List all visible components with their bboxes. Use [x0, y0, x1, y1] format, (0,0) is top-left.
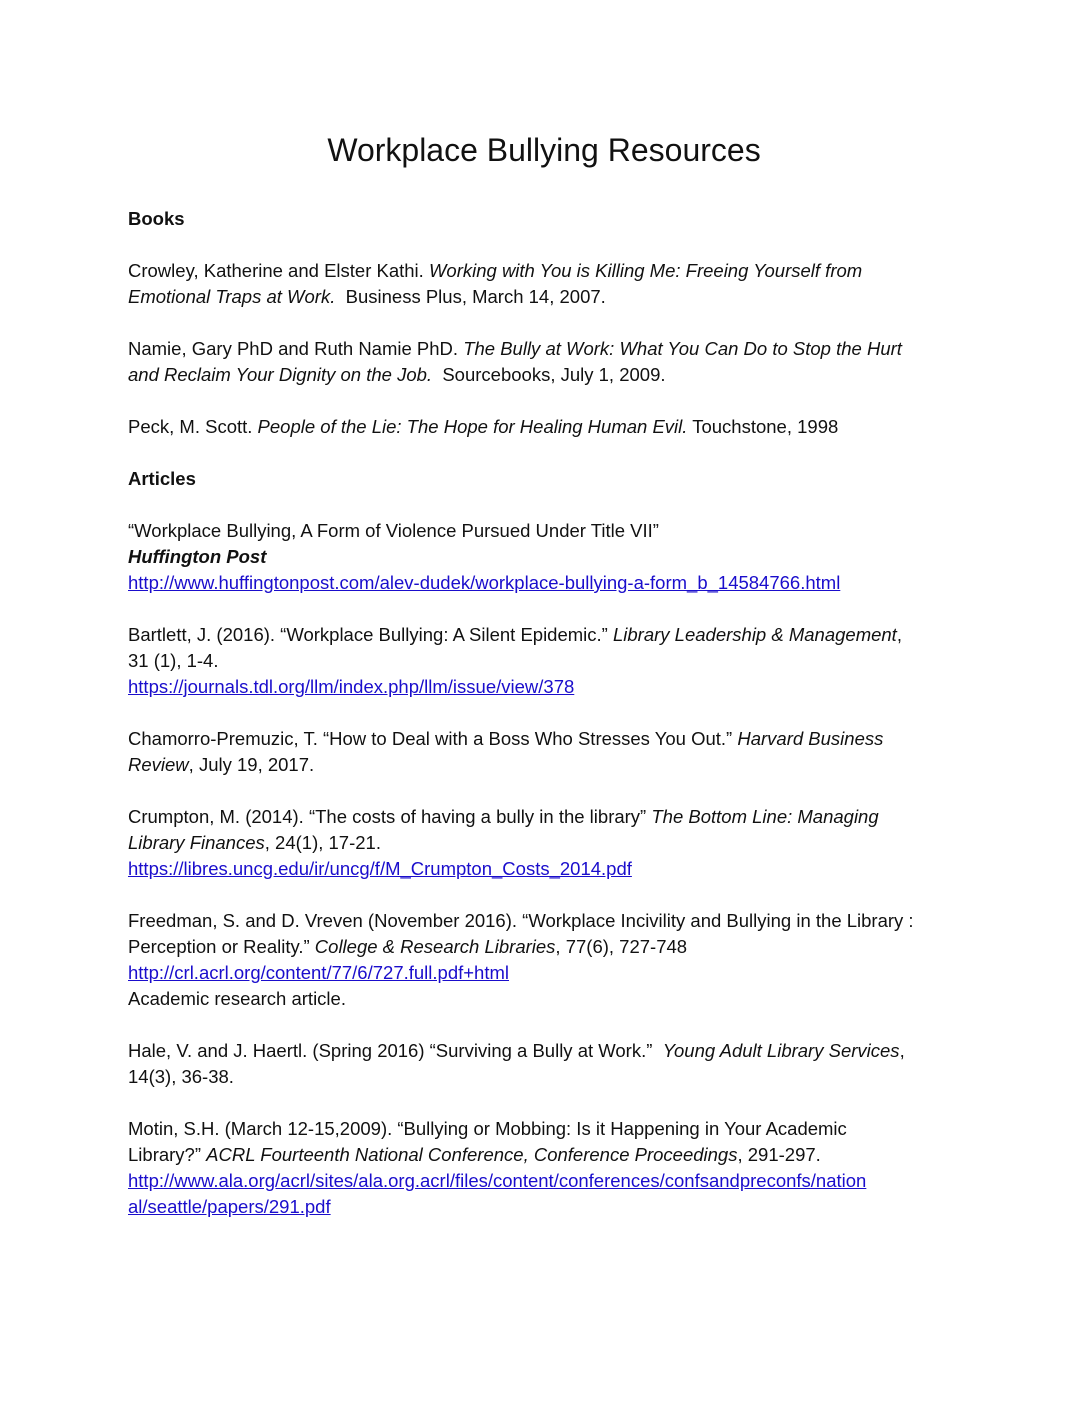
book-entry: [128, 414, 978, 440]
article-journal: Review: [128, 754, 189, 775]
book-authors: Crowley, Katherine and Elster Kathi.: [128, 260, 429, 281]
article-journal: Library Leadership & Management: [612, 624, 897, 645]
article-journal: College & Research Libraries: [314, 936, 556, 957]
book-publisher: Touchstone, 1998: [687, 416, 839, 437]
article-source: Huffington Post: [128, 546, 267, 567]
article-link[interactable]: https://libres.uncg.edu/ir/uncg/f/M_Crumpton_Costs_2014.pdf: [128, 858, 632, 879]
article-citation: Hale, V. and J. Haertl. (Spring 2016) “Surviving a Bully at Work.”: [128, 1040, 663, 1061]
article-citation: Perception or Reality.”: [128, 936, 315, 957]
article-volume: 14(3), 36-38.: [128, 1066, 234, 1087]
article-entry: Bartlett, J. (2016). “Workplace Bullying: A Silent Epidemic.” Library Leadership & Management, 31 (1), 1-4. https://journals.tdl.org/llm/index.php/llm/issue/view/378: [128, 622, 978, 700]
book-authors: Peck, M. Scott.: [128, 416, 258, 437]
article-citation: Crumpton, M. (2014). “The costs of having a bully in the library”: [128, 806, 652, 827]
document-body: [128, 206, 978, 1246]
article-entry: Motin, S.H. (March 12-15,2009). “Bullying or Mobbing: Is it Happening in Your Academic Library?” ACRL Fourteenth National Conference, Conference Proceedings, 291-297. http://www.ala.org/acrl/sites/ala.org.acrl/files/content/conferences/confsandpreconfs/nation al/seattle/papers/291.pdf: [128, 1116, 978, 1220]
article-citation: Freedman, S. and D. Vreven (November 2016). “Workplace Incivility and Bullying in the Library :: [128, 910, 914, 931]
article-citation: Motin, S.H. (March 12-15,2009). “Bullying or Mobbing: Is it Happening in Your Academic: [128, 1118, 847, 1139]
article-link[interactable]: http://www.ala.org/acrl/sites/ala.org.acrl/files/content/conferences/confsandpreconfs/nation al/seattle/papers/291.pdf: [128, 1170, 867, 1217]
book-title: Working with You is Killing Me: Freeing Yourself from: [428, 260, 863, 281]
article-entry: Hale, V. and J. Haertl. (Spring 2016) “Surviving a Bully at Work.” Young Adult Library Services, 14(3), 36-38.: [128, 1038, 978, 1090]
article-journal: Library Finances: [128, 832, 265, 853]
articles-heading: Articles: [128, 468, 196, 489]
article-entry: Crumpton, M. (2014). “The costs of having a bully in the library” The Bottom Line: Managing Library Finances, 24(1), 17-21. https://libres.uncg.edu/ir/uncg/f/M_Crumpton_Costs_2014.pdf: [128, 806, 879, 879]
article-entry: Freedman, S. and D. Vreven (November 2016). “Workplace Incivility and Bullying in the Library : Perception or Reality.” College & Research Libraries, 77(6), 727-748 http://crl.acrl.org/content/77/6/727.full.pdf+html Academic research article.: [128, 908, 978, 1012]
article-journal: The Bottom Line: Managing: [651, 806, 879, 827]
article-title: “Workplace Bullying, A Form of Violence Pursued Under Title VII”: [128, 520, 659, 541]
article-citation: Bartlett, J. (2016). “Workplace Bullying: A Silent Epidemic.”: [128, 624, 613, 645]
article-journal: ACRL Fourteenth National Conference, Conference Proceedings: [206, 1144, 738, 1165]
article-citation: Library?”: [128, 1144, 207, 1165]
book-entry: [128, 336, 978, 388]
article-note: Academic research article.: [128, 988, 346, 1009]
page-title: Workplace Bullying Resources: [327, 132, 761, 168]
book-publisher: Sourcebooks, July 1, 2009.: [432, 364, 666, 385]
article-link[interactable]: http://www.huffingtonpost.com/alev-dudek/workplace-bullying-a-form_b_14584766.html: [128, 572, 841, 593]
article-link[interactable]: http://crl.acrl.org/content/77/6/727.full.pdf+html: [128, 962, 510, 983]
article-citation: Chamorro-Premuzic, T. “How to Deal with a Boss Who Stresses You Out.”: [128, 728, 738, 749]
book-title: and Reclaim Your Dignity on the Job.: [128, 364, 433, 385]
article-link[interactable]: https://journals.tdl.org/llm/index.php/llm/issue/view/378: [128, 676, 575, 697]
article-entry: Chamorro-Premuzic, T. “How to Deal with a Boss Who Stresses You Out.” Harvard Business Review, July 19, 2017.: [128, 728, 884, 775]
book-title: People of the Lie: The Hope for Healing Human Evil.: [257, 416, 688, 437]
book-publisher: Business Plus, March 14, 2007.: [335, 286, 606, 307]
book-entry: [128, 258, 978, 310]
article-volume: 31 (1), 1-4.: [128, 650, 219, 671]
book-title: The Bully at Work: What You Can Do to Stop the Hurt: [463, 338, 902, 359]
article-journal: Harvard Business: [737, 728, 884, 749]
book-authors: Namie, Gary PhD and Ruth Namie PhD.: [128, 338, 464, 359]
books-heading: Books: [128, 208, 185, 229]
article-journal: Young Adult Library Services: [662, 1040, 900, 1061]
book-title: Emotional Traps at Work.: [128, 286, 336, 307]
article-entry: [128, 518, 978, 596]
